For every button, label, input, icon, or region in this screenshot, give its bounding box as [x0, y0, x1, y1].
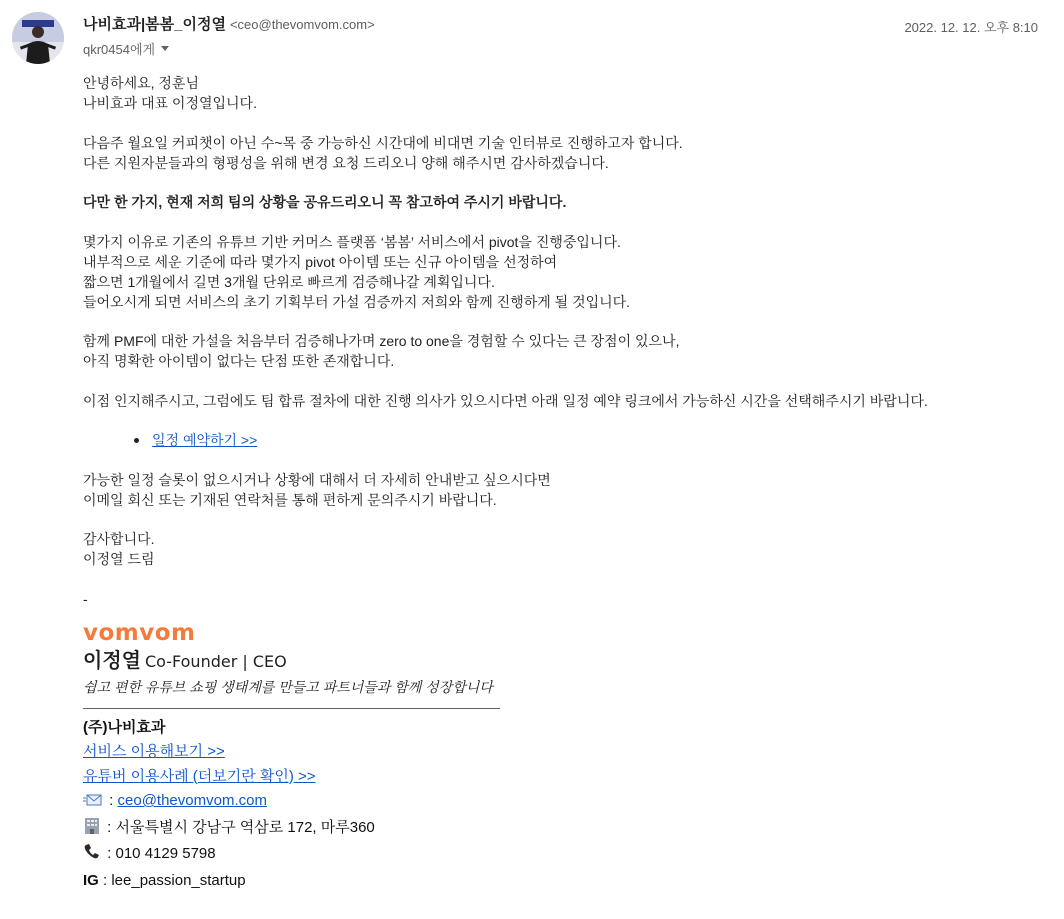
list-item [152, 430, 1043, 450]
signature-company: (주)나비효과 [83, 718, 166, 736]
vomvom-logo: vomvom [83, 619, 196, 646]
para2-line: 들어오시게 되면 서비스의 초기 기획부터 가설 검증까지 저희와 함께 진행하게 될 것입니다. [83, 293, 631, 310]
sender-avatar[interactable] [12, 12, 64, 64]
signature-role: Co-Founder | CEO [144, 651, 287, 671]
para4: 이점 인지해주시고, 그럼에도 팀 합류 절차에 대한 진행 의사가 있으시다면 아래 일정 예약 링크에서 가능하신 시간을 선택해주시기 바랍니다. [83, 392, 928, 409]
para1-line: 다음주 월요일 커피챗이 아닌 수~목 중 가능하신 시간대에 비대면 기술 인터뷰로 진행하고자 합니다. [83, 134, 683, 151]
signature-phone: : 010 4129 5798 [103, 845, 216, 862]
ig-label: IG [83, 871, 99, 889]
recipient-row [83, 39, 169, 58]
closing: 감사합니다. [83, 531, 155, 547]
para2-line: 짧으면 1개월에서 길면 3개월 단위로 빠르게 검증해나갈 계획입니다. [83, 273, 495, 290]
email-date: 2022. 12. 12. 오후 8:10 [904, 20, 1038, 35]
signature-ig-row [83, 869, 1043, 894]
sender-name-row [83, 13, 375, 34]
email-body [83, 73, 1043, 893]
signature-separator: - [83, 590, 88, 607]
sender-email: <ceo@thevomvom.com> [229, 17, 375, 32]
para5-line: 가능한 일정 슬롯이 없으시거나 상황에 대해서 더 자세히 안내받고 싶으시다면 [83, 471, 551, 488]
signature-ig: : lee_passion_startup [98, 871, 246, 889]
para3-line: 함께 PMF에 대한 가설을 처음부터 검증해나가며 zero to one을 경험할 수 있다는 큰 장점이 있으나, [83, 333, 680, 349]
cases-link[interactable]: 유튜버 이용사례 (더보기란 확인) >> [83, 767, 316, 785]
para2-line: 내부적으로 세운 기준에 따라 몇가지 pivot 아이템 또는 신규 아이템을 선정하여 [83, 253, 558, 270]
email-prefix: : [105, 792, 118, 809]
bullet [134, 438, 139, 443]
phone-icon [83, 843, 101, 869]
signature-address-row [83, 816, 1043, 843]
chevron-down-icon[interactable] [161, 46, 169, 51]
email-icon [83, 791, 103, 816]
recipient-label: qkr0454에게 [83, 42, 156, 57]
signature-email-link[interactable]: ceo@thevomvom.com [117, 792, 267, 809]
intro: 나비효과 대표 이정열입니다. [83, 95, 257, 111]
notice: 다만 한 가지, 현재 저희 팀의 상황을 공유드리오니 꼭 참고하여 주시기 바랍니다. [83, 194, 567, 210]
signature-email-row [83, 789, 1043, 816]
para5-line: 이메일 회신 또는 기재된 연락처를 통해 편하게 문의주시기 바랍니다. [83, 491, 497, 508]
signature-slogan: 쉽고 편한 유튜브 쇼핑 생태계를 만들고 파트너들과 함께 성장합니다 [83, 678, 493, 695]
office-building-icon [83, 817, 101, 843]
signature-name-row [83, 647, 1043, 676]
para1-line: 다른 지원자분들과의 형평성을 위해 변경 요청 드리오니 양해 해주시면 감사하겠습니다. [83, 154, 609, 171]
service-link[interactable]: 서비스 이용해보기 >> [83, 743, 225, 760]
signature-address: : 서울특별시 강남구 역삼로 172, 마루360 [103, 818, 375, 836]
signature-divider: ———————————————————————————————— [83, 698, 499, 715]
para2-line: 몇가지 이유로 기존의 유튜브 기반 커머스 플랫폼 ‘봄봄’ 서비스에서 pivot을 진행중입니다. [83, 233, 621, 250]
sign-off: 이정열 드림 [83, 551, 155, 567]
signature-name: 이정열 [83, 649, 141, 672]
signature-phone-row [83, 842, 1043, 869]
booking-link[interactable]: 일정 예약하기 >> [152, 432, 258, 448]
sender-name[interactable]: 나비효과|봄봄_이정열 [83, 16, 226, 33]
para3-line: 아직 명확한 아이템이 없다는 단점 또한 존재합니다. [83, 353, 395, 369]
booking-list [83, 430, 1043, 450]
greeting: 안녕하세요, 정훈님 [83, 75, 199, 91]
